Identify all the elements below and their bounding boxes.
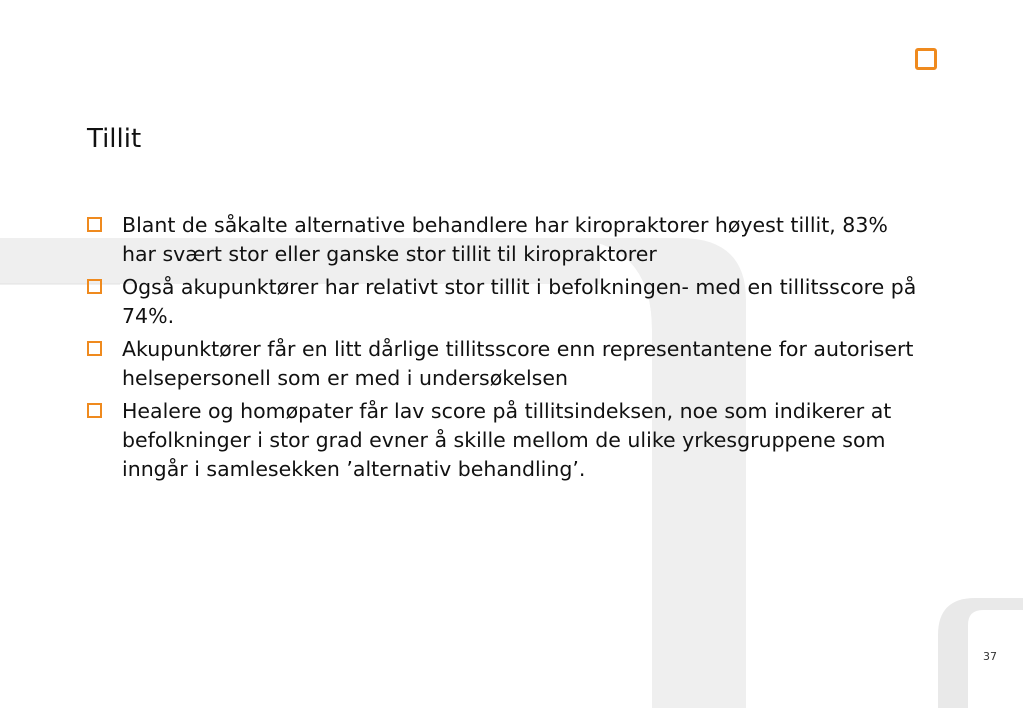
bullet-text: Akupunktører får en litt dårlige tillitsscore enn representantene for autorisert helsepersonell som er med i undersøkelsen (122, 337, 914, 390)
bullet-item (87, 397, 927, 484)
slide-title: Tillit (87, 124, 142, 154)
orange-square-bullet-icon (87, 403, 102, 418)
bullet-text: Blant de såkalte alternative behandlere har kiropraktorer høyest tillit, 83% har svært stor eller ganske stor tillit til kiropraktorer (122, 213, 888, 266)
bullet-text: Healere og homøpater får lav score på tillitsindeksen, noe som indikerer at befolkninger i stor grad evner å skille mellom de ulike yrkesgruppene som inngår i samlesekken ’alternativ behandling’. (122, 399, 892, 481)
bullet-text: Også akupunktører har relativt stor tillit i befolkningen- med en tillitsscore på 74%. (122, 275, 917, 328)
bullet-item (87, 335, 927, 393)
bullet-item (87, 273, 927, 331)
page-number: 37 (983, 650, 997, 663)
orange-square-bullet-icon (87, 341, 102, 356)
orange-square-bullet-icon (87, 217, 102, 232)
orange-square-bullet-icon (87, 279, 102, 294)
orange-rounded-square-icon (915, 48, 937, 70)
bullet-list (87, 211, 927, 488)
bullet-item (87, 211, 927, 269)
